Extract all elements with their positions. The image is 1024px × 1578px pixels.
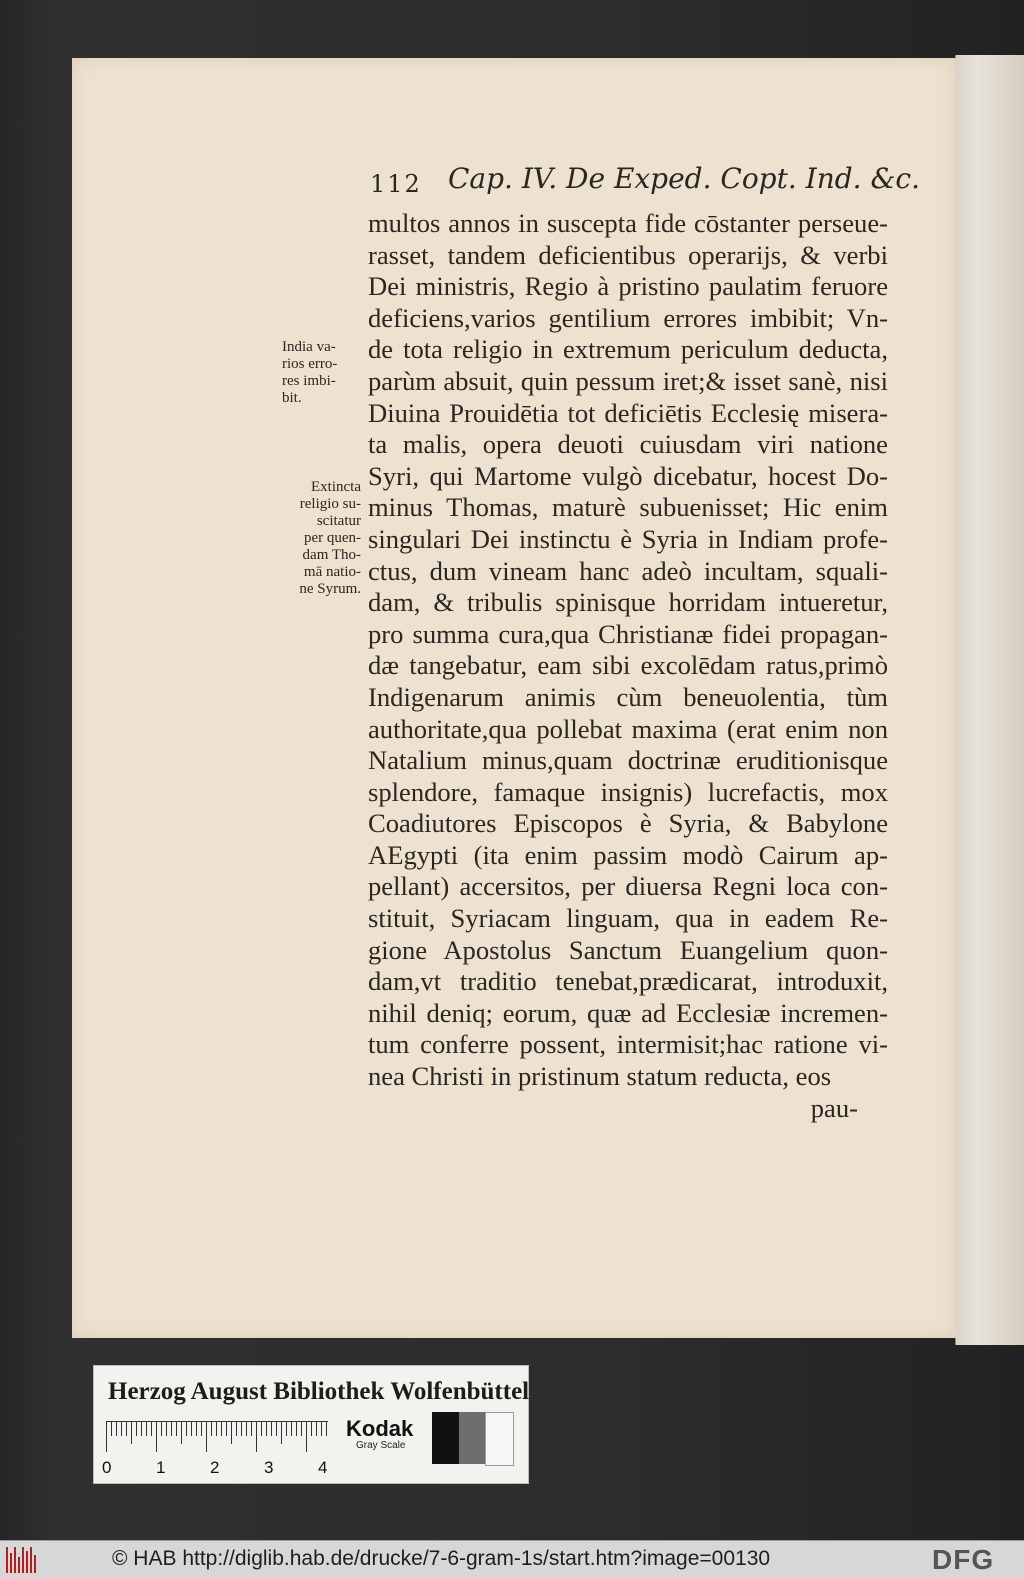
ruler-numbers xyxy=(102,1458,342,1478)
copyright-link[interactable]: © HAB http://diglib.hab.de/drucke/7-6-gram-1s/start.htm?image=00130 xyxy=(112,1547,771,1570)
ruler-tick xyxy=(166,1422,167,1436)
text-line: pro summa cura,qua Christianæ fidei propagan- xyxy=(368,618,888,649)
book-page xyxy=(72,58,956,1338)
library-label xyxy=(93,1365,529,1484)
ruler-tick xyxy=(121,1422,122,1436)
marginal-note-line: mā natio- xyxy=(303,564,361,580)
ruler-tick xyxy=(211,1422,212,1436)
ruler-tick xyxy=(321,1422,322,1436)
marginal-note xyxy=(277,479,361,598)
ruler-tick xyxy=(146,1422,147,1436)
ruler-tick xyxy=(141,1422,142,1436)
ruler-tick xyxy=(266,1422,267,1436)
text-line: AEgypti (ita enim passim modò Cairum ap- xyxy=(368,839,888,870)
ruler-tick xyxy=(301,1422,302,1436)
ruler-tick xyxy=(136,1422,137,1436)
ruler-tick xyxy=(221,1422,222,1436)
text-line: Diuina Prouidētia tot deficiētis Ecclesię misera- xyxy=(368,397,888,428)
page-header xyxy=(362,160,920,200)
text-line: ta malis, opera deuoti cuiusdam viri natione xyxy=(368,429,888,460)
text-line: pellant) accersitos, per diuersa Regni loca con- xyxy=(368,871,888,902)
ruler-number: 0 xyxy=(102,1458,112,1477)
text-line: Syri, qui Martome vulgò dicebatur, hocest Do- xyxy=(368,460,888,491)
ruler-tick xyxy=(186,1422,187,1436)
ruler-tick xyxy=(281,1422,282,1444)
ruler-tick xyxy=(151,1422,152,1436)
ruler-tick xyxy=(191,1422,192,1436)
marginal-note-line: res imbi- xyxy=(282,373,336,389)
text-line: minus Thomas, maturè subuenisset; Hic enim xyxy=(368,492,888,523)
text-line: parùm absuit, quin pessum iret;& isset sanè, nisi xyxy=(368,365,888,396)
ruler-number: 2 xyxy=(210,1458,220,1477)
marginal-note-line: scitatur xyxy=(316,513,361,529)
ruler-tick xyxy=(171,1422,172,1436)
text-line: dam,vt traditio tenebat,prædicarat, introduxit, xyxy=(368,966,888,997)
marginal-note xyxy=(282,339,362,407)
footer-bar xyxy=(0,1540,1024,1578)
ruler-tick xyxy=(156,1422,157,1452)
body-text xyxy=(368,208,888,1124)
ruler-tick xyxy=(246,1422,247,1436)
text-line: nea Christi in pristinum statum reducta, eos xyxy=(368,1061,832,1092)
ruler-tick xyxy=(106,1422,107,1452)
text-line: deficiens,varios gentilium errores imbibit; Vn- xyxy=(368,302,888,333)
text-line: Dei ministris, Regio à pristino paulatim feruore xyxy=(368,271,888,302)
ruler-tick xyxy=(131,1422,132,1444)
library-name: Herzog August Bibliothek Wolfenbüttel xyxy=(108,1378,530,1405)
ruler-tick xyxy=(261,1422,262,1436)
text-line: gione Apostolus Sanctum Euangelium quon- xyxy=(368,934,888,965)
marginal-note-line: dam Tho- xyxy=(302,547,361,563)
gray-scale-label: Gray Scale xyxy=(356,1440,406,1451)
ruler-tick xyxy=(251,1422,252,1436)
ruler-tick xyxy=(276,1422,277,1436)
gray-swatches xyxy=(432,1412,514,1464)
text-line: stituit, Syriacam linguam, qua in eadem Re- xyxy=(368,903,888,934)
ruler-tick xyxy=(326,1422,327,1436)
swatch-black xyxy=(432,1412,459,1464)
ruler-scale xyxy=(106,1421,328,1458)
marginal-note-line: Extincta xyxy=(311,479,361,495)
ruler-number: 4 xyxy=(318,1458,328,1477)
ruler-tick xyxy=(161,1422,162,1436)
swatch-white xyxy=(485,1412,514,1466)
ruler-tick xyxy=(236,1422,237,1436)
ruler-tick xyxy=(201,1422,202,1436)
facing-page-edge xyxy=(955,55,1024,1345)
ruler-tick xyxy=(116,1422,117,1436)
marginal-note-line: bit. xyxy=(282,390,302,406)
text-line: Coadiutores Episcopos è Syria, & Babylone xyxy=(368,808,888,839)
text-line: authoritate,qua pollebat maxima (erat enim non xyxy=(368,713,888,744)
ruler-tick xyxy=(206,1422,207,1452)
ruler-tick xyxy=(296,1422,297,1436)
ruler-tick xyxy=(271,1422,272,1436)
ruler-number: 1 xyxy=(156,1458,166,1477)
ruler-tick xyxy=(256,1422,257,1452)
text-line: rasset, tandem deficientibus operarijs, & verbi xyxy=(368,239,888,270)
ruler-tick xyxy=(291,1422,292,1436)
text-line: ctus, dum vineam hanc adeò incultam, squali- xyxy=(368,555,888,586)
dfg-logo: DFG xyxy=(932,1544,995,1575)
ruler-tick xyxy=(241,1422,242,1436)
ruler-tick xyxy=(176,1422,177,1436)
text-line: Natalium minus,quam doctrinæ eruditionisque xyxy=(368,745,888,776)
ruler-number: 3 xyxy=(264,1458,274,1477)
kodak-brand: Kodak xyxy=(346,1416,414,1441)
text-line: tum conferre possent, intermisit;hac ratione vi- xyxy=(368,1029,888,1060)
text-line: de tota religio in extremum periculum deducta, xyxy=(368,334,888,365)
marginal-note-line: religio su- xyxy=(299,496,361,512)
text-line: singulari Dei instinctu è Syria in Indiam profe- xyxy=(368,523,888,554)
ruler-tick xyxy=(196,1422,197,1436)
text-line: Indigenarum animis cùm beneuolentia, tùm xyxy=(368,681,888,712)
ruler-tick xyxy=(316,1422,317,1436)
ruler-tick xyxy=(311,1422,312,1436)
ruler-tick xyxy=(226,1422,227,1436)
ruler-tick xyxy=(216,1422,217,1436)
running-title: Cap. IV. De Exped. Copt. Ind. &c. xyxy=(448,162,920,195)
marginal-note-line: ne Syrum. xyxy=(299,581,361,597)
text-line: multos annos in suscepta fide cōstanter perseue- xyxy=(368,208,888,238)
ruler-tick xyxy=(286,1422,287,1436)
ruler-tick xyxy=(306,1422,307,1452)
marginal-note-line: India va- xyxy=(282,339,336,355)
ruler-tick xyxy=(126,1422,127,1436)
marginal-note-line: rios erro- xyxy=(282,356,338,372)
barcode-icon xyxy=(6,1547,46,1573)
marginal-note-line: per quen- xyxy=(303,530,361,546)
text-line: dæ tangebatur, eam sibi excolēdam ratus,primò xyxy=(368,650,888,681)
page-number: 112 xyxy=(370,170,422,198)
text-line: nihil deniq; eorum, quæ ad Ecclesiæ incremen- xyxy=(368,997,888,1028)
ruler-tick xyxy=(181,1422,182,1444)
text-line: dam, & tribulis spinisque horridam intueretur, xyxy=(368,587,888,618)
ruler-tick xyxy=(231,1422,232,1444)
catchword: pau- xyxy=(810,1092,858,1123)
swatch-gray xyxy=(459,1412,486,1464)
ruler-tick xyxy=(111,1422,112,1436)
text-line: splendore, famaque insignis) lucrefactis, mox xyxy=(368,776,888,807)
